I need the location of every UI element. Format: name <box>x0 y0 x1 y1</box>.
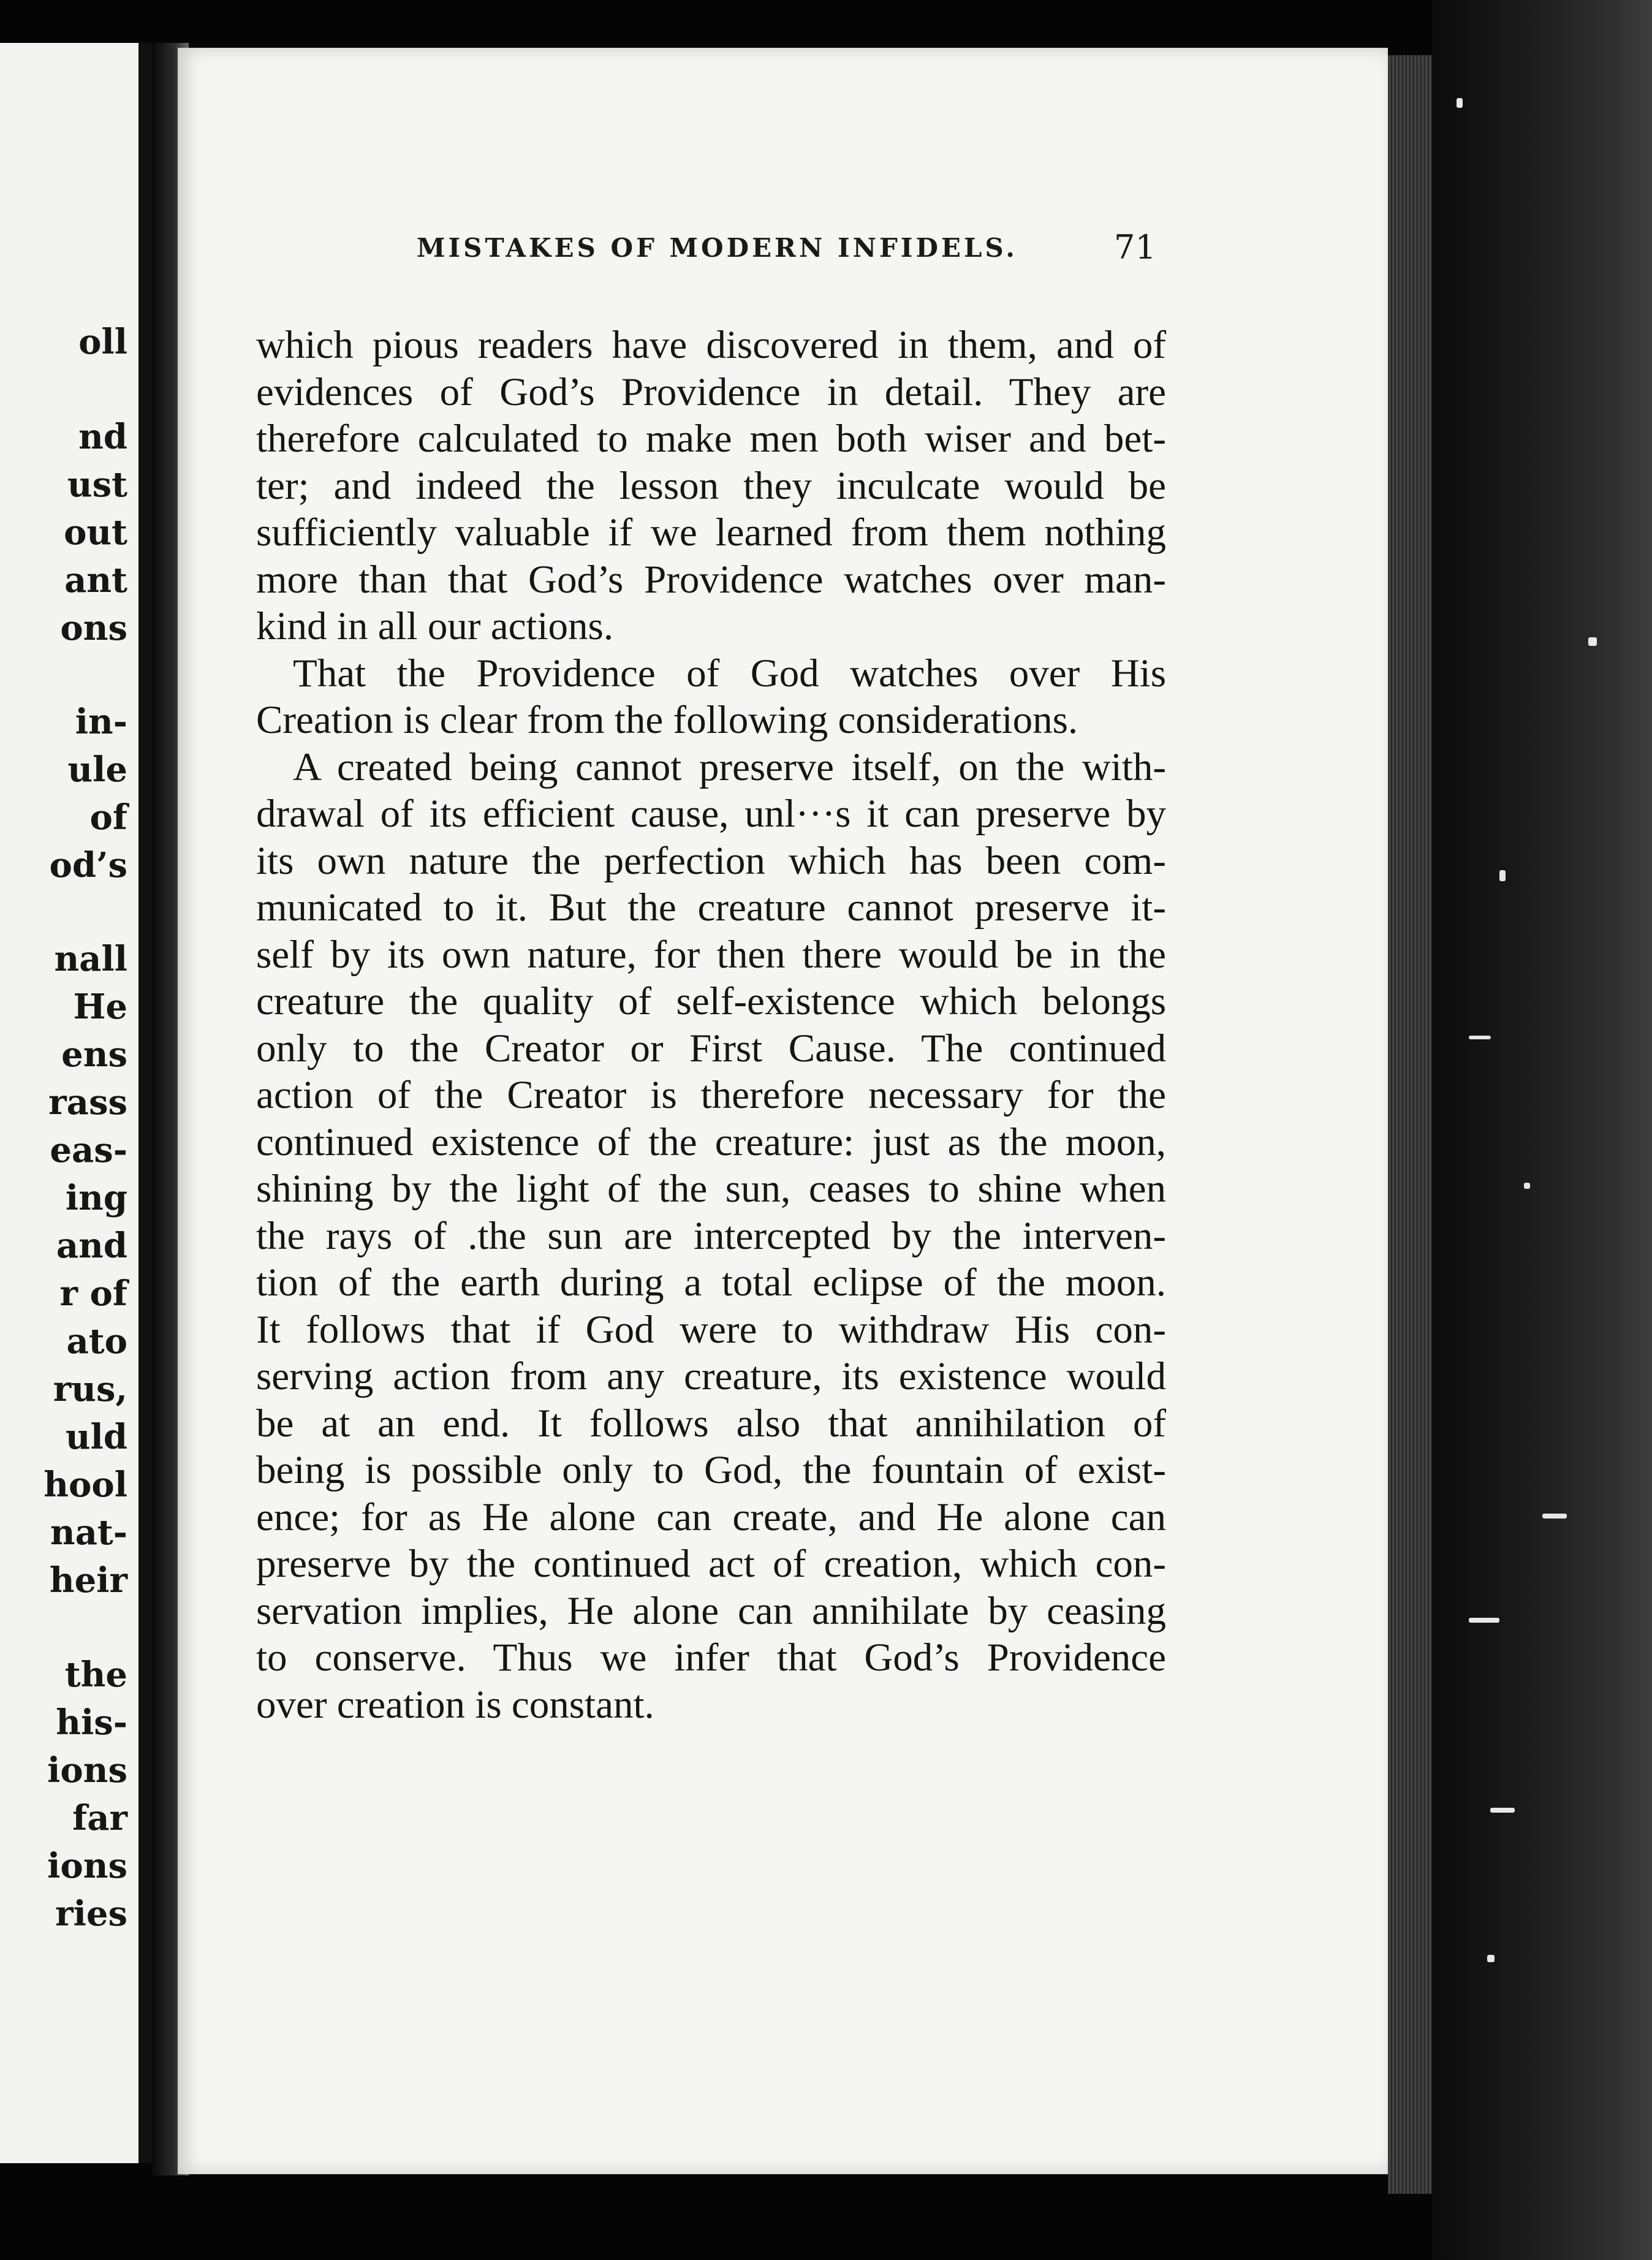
dust-speck <box>1524 1183 1530 1189</box>
left-page-word: ens <box>61 1034 127 1075</box>
left-page-word: rass <box>48 1082 127 1123</box>
text-line: A created being cannot preserve itself, on the with- <box>293 745 1166 789</box>
page-body <box>256 322 1166 1728</box>
left-page-word: uld <box>65 1417 127 1457</box>
dust-speck <box>1499 870 1506 881</box>
page-edge-stack <box>1388 55 1432 2194</box>
left-page-word: ant <box>64 560 127 601</box>
text-line: That the Providence of God watches over His <box>293 651 1166 696</box>
left-page-word: of <box>89 797 127 838</box>
left-page-word: oll <box>78 322 127 362</box>
text-line: Creation is clear from the following considerations. <box>256 698 1078 742</box>
text-line: its own nature the perfection which has been com- <box>256 838 1166 883</box>
text-line: evidences of God’s Providence in detail. They are <box>256 370 1166 414</box>
text-line: tion of the earth during a total eclipse of the moon. <box>256 1261 1166 1305</box>
text-line: self by its own nature, for then there would be in the <box>256 932 1166 977</box>
left-page-word: hool <box>44 1465 127 1505</box>
left-page-word: ions <box>47 1846 127 1886</box>
left-page-word: nd <box>78 417 127 457</box>
dust-speck <box>1469 1036 1491 1039</box>
left-page-word: heir <box>49 1560 127 1601</box>
left-page-word: ing <box>65 1178 127 1218</box>
text-line: drawal of its efficient cause, unl···s it can preserve by <box>256 792 1166 836</box>
left-page-word: ato <box>66 1321 127 1362</box>
left-page-word: od’s <box>49 845 127 885</box>
left-page-word: and <box>56 1226 127 1266</box>
text-line: therefore calculated to make men both wiser and bet- <box>256 417 1166 461</box>
text-line: ence; for as He alone can create, and He alone can <box>256 1495 1166 1539</box>
left-page-word: nat- <box>50 1512 127 1553</box>
text-line: be at an end. It follows also that annihilation of <box>256 1401 1166 1446</box>
left-page-word: He <box>73 987 127 1027</box>
left-page-word: rus, <box>53 1369 127 1409</box>
text-line: shining by the light of the sun, ceases to shine when <box>256 1167 1166 1211</box>
text-line: serving action from any creature, its existence would <box>256 1354 1166 1398</box>
left-page-word: the <box>64 1655 127 1695</box>
text-line: preserve by the continued act of creation, which con- <box>256 1542 1166 1586</box>
book-cover-edge <box>1432 0 1652 2260</box>
dust-speck <box>1469 1618 1499 1623</box>
text-line: to conserve. Thus we infer that God’s Providence <box>256 1636 1166 1680</box>
text-line: municated to it. But the creature cannot preserve it- <box>256 885 1166 930</box>
text-line: only to the Creator or First Cause. The continued <box>256 1026 1166 1071</box>
text-line: servation implies, He alone can annihilate by ceasing <box>256 1588 1166 1633</box>
dust-speck <box>1542 1514 1567 1519</box>
running-title: MISTAKES OF MODERN INFIDELS. <box>417 233 1018 263</box>
previous-page-fragment <box>0 43 152 2163</box>
text-line: continued existence of the creature: just as the moon, <box>256 1120 1166 1164</box>
text-line: sufficiently valuable if we learned from them nothing <box>256 510 1166 555</box>
left-page-word: ions <box>47 1750 127 1791</box>
dust-speck <box>1457 98 1463 108</box>
dust-speck <box>1490 1808 1515 1813</box>
text-line: which pious readers have discovered in them, and of <box>256 323 1166 367</box>
page-number: 71 <box>1114 228 1156 267</box>
text-line: over creation is constant. <box>256 1682 654 1727</box>
left-page-word: ule <box>67 749 127 790</box>
left-page-word: ries <box>55 1894 127 1934</box>
text-line: kind in all our actions. <box>256 604 614 648</box>
text-line: creature the quality of self-existence which belongs <box>256 979 1166 1023</box>
text-line: the rays of .the sun are intercepted by the interven- <box>256 1213 1166 1258</box>
left-page-word: out <box>64 512 127 553</box>
left-page-word: r of <box>59 1273 127 1314</box>
text-line: ter; and indeed the lesson they inculcate would be <box>256 463 1166 508</box>
left-page-word: eas- <box>50 1130 127 1170</box>
text-line: action of the Creator is therefore necessary for the <box>256 1073 1166 1117</box>
text-line: It follows that if God were to withdraw His con- <box>256 1307 1166 1352</box>
text-line: being is possible only to God, the fountain of exist- <box>256 1448 1166 1492</box>
dust-speck <box>1588 637 1597 646</box>
dust-speck <box>1487 1955 1495 1962</box>
left-page-word: his- <box>56 1702 127 1743</box>
left-page-word: far <box>72 1798 127 1838</box>
left-page-word: ons <box>60 608 127 648</box>
left-page-word: nall <box>54 939 127 979</box>
left-page-word: ust <box>67 465 127 505</box>
text-line: more than that God’s Providence watches over man- <box>256 557 1166 602</box>
left-page-word: in- <box>75 702 127 742</box>
